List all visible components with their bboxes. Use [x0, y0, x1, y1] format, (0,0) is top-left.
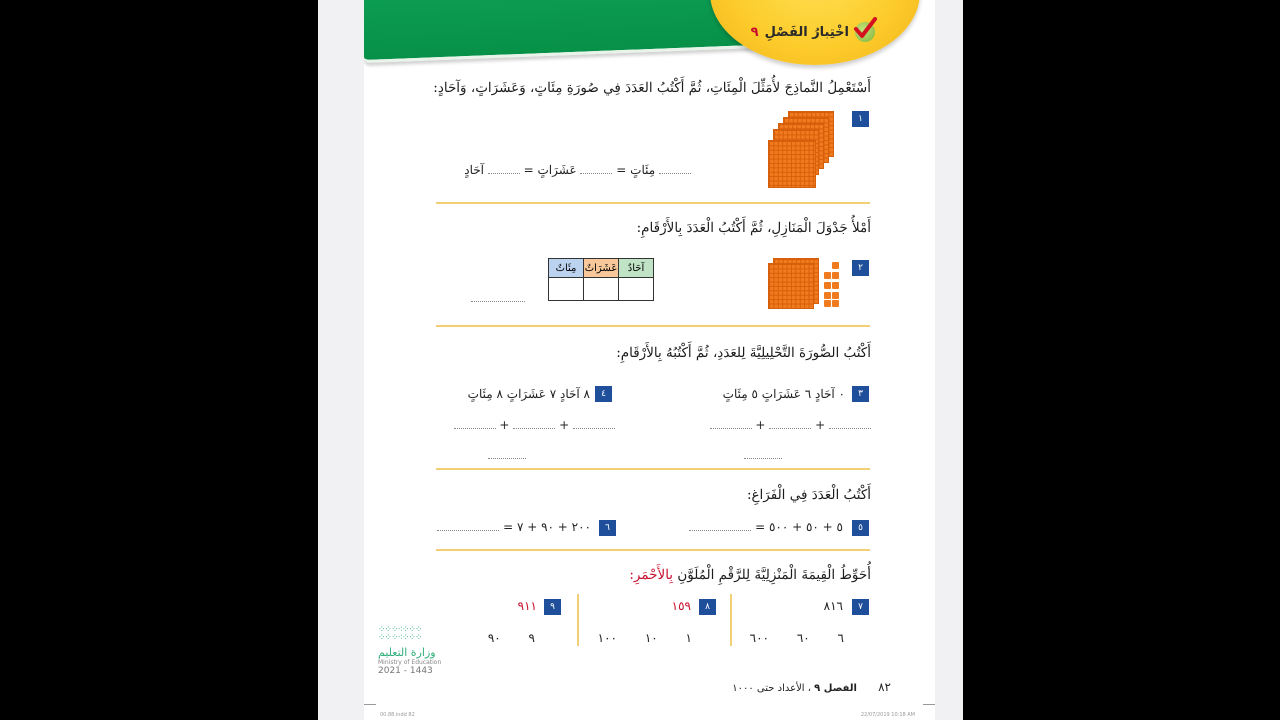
section1-instruction: أَسْتَعْمِلُ النَّماذِجَ لأُمَثِّلَ الْمِئَاتِ، ثُمَّ أَكْتُبُ العَدَدَ فِي صُورَةِ مِئَاتٍ، وَعَشَرَاتٍ، وَآحَادٍ:: [433, 80, 871, 96]
section-divider: [436, 325, 870, 327]
crop-mark: [923, 704, 935, 705]
column-divider: [730, 594, 732, 646]
checkmark-icon: [855, 22, 875, 42]
cell-hundreds[interactable]: [549, 278, 584, 301]
q9-option-1[interactable]: ٩: [528, 631, 535, 645]
q9-options: [488, 631, 535, 645]
page-number: ٨٢: [878, 680, 891, 694]
publication-year: 2021 - 1443: [378, 666, 433, 676]
section-divider: [436, 549, 870, 551]
question-number-7: ٧: [852, 599, 869, 615]
header-tens: عَشَرَاتٌ: [584, 259, 619, 278]
chapter-test-label: اخْتِبارُ الفَصْلِ: [764, 24, 849, 40]
question-number-5: ٥: [852, 520, 869, 536]
section5-instruction: أُحَوِّطُ الْقِيمَةَ الْمَنْزِلِيَّةَ لِلرَّقْمِ الْمُلَوَّنِ بِالأَحْمَرِ:: [629, 567, 871, 583]
ministry-of-education-logo: [378, 626, 441, 676]
q4-expanded-form: + +: [454, 418, 615, 432]
cell-tens[interactable]: [584, 278, 619, 301]
q4-standard-blank[interactable]: [488, 457, 526, 459]
q5-answer-blank[interactable]: [689, 520, 751, 531]
q8-option-2[interactable]: ١٠: [644, 631, 658, 645]
q8-number: ١٥٩: [671, 599, 691, 613]
q3-blank-2[interactable]: [769, 418, 811, 429]
q8-options: [598, 631, 692, 645]
q6-expression: ٢٠٠ + ٩٠ + ٧ =: [437, 520, 591, 534]
q3-standard-blank[interactable]: [744, 457, 782, 459]
question-number-3: ٣: [852, 386, 869, 402]
section-divider: [436, 468, 870, 470]
q1-answer-line: مِئَاتٍ = عَشَرَاتٍ = آحَادٍ: [464, 163, 691, 177]
q3-blank-1[interactable]: [710, 418, 752, 429]
q8-option-1[interactable]: ١: [685, 631, 692, 645]
q6-answer-blank[interactable]: [437, 520, 499, 531]
q1-hundreds-blank[interactable]: [659, 163, 691, 174]
question-number-8: ٨: [699, 599, 716, 615]
section3-instruction: أَكْتُبُ الصُّورَةَ التَّحْلِيلِيَّةَ لِلعَدَدِ، ثُمَّ أَكْتُبُهُ بِالأَرْقَامِ:: [616, 345, 871, 361]
question-number-2: ٢: [852, 260, 869, 276]
q4-blank-2[interactable]: [513, 418, 555, 429]
question-number-9: ٩: [544, 599, 561, 615]
chapter-test-title: [751, 22, 875, 42]
print-slug-left: 00.88.indd 82: [380, 712, 415, 718]
header-ones: آحَادٌ: [619, 259, 654, 278]
q7-option-2[interactable]: ٦٠: [796, 631, 810, 645]
question-number-1: ١: [852, 111, 869, 127]
header-hundreds: مِئَاتٌ: [549, 259, 584, 278]
cell-ones[interactable]: [619, 278, 654, 301]
q7-options: [750, 631, 844, 645]
section2-instruction: أَمْلأُ جَدْوَلَ الْمَنَازِلِ، ثُمَّ أَكْتُبُ الْعَدَدَ بِالأَرْقَامِ:: [636, 220, 871, 236]
q3-expanded-form: + +: [710, 418, 871, 432]
q7-option-1[interactable]: ٦: [837, 631, 844, 645]
q2-number-blank[interactable]: [471, 300, 525, 302]
q1-tens-blank[interactable]: [580, 163, 612, 174]
viewer-margin-right: [935, 0, 963, 720]
q9-option-2[interactable]: ٩٠: [487, 631, 501, 645]
viewer-margin-left: [318, 0, 364, 720]
chapter-number: ٩: [750, 24, 759, 40]
q8-option-3[interactable]: ١٠٠: [597, 631, 617, 645]
publisher-name-en: Ministry of Education: [378, 659, 442, 666]
q7-number: ٨١٦: [823, 599, 843, 613]
q4-blank-3[interactable]: [573, 418, 615, 429]
q9-number: ٩١١: [517, 599, 537, 613]
print-slug-right: 22/07/2019 10:18 AM: [860, 712, 915, 718]
publisher-name-ar: وزارة التعليم: [378, 646, 436, 659]
q4-text: ٨ آحَادٍ ٧ عَشَرَاتٍ ٨ مِئَاتٍ: [467, 387, 590, 401]
q3-text: ٠ آحَادٍ ٦ عَشَرَاتٍ ٥ مِئَاتٍ: [722, 387, 845, 401]
q4-blank-1[interactable]: [454, 418, 496, 429]
page-footer: ٨٢ الفصل ٩ ، الأعداد حتى ١٠٠٠: [732, 680, 891, 694]
column-divider: [577, 594, 579, 646]
q1-ones-blank[interactable]: [488, 163, 520, 174]
logo-dots-icon: ⁘⁘⁘⁖⁘⁘⁘ ⁘⁘⁘⁖⁘⁘⁘: [378, 625, 422, 643]
textbook-page: [364, 0, 935, 720]
q5-expression: ٥ + ٥٠ + ٥٠٠ =: [689, 520, 843, 534]
question-number-6: ٦: [599, 520, 616, 536]
section4-instruction: أَكْتُبُ الْعَدَدَ فِي الْفَرَاغِ:: [746, 487, 871, 503]
question-number-4: ٤: [595, 386, 612, 402]
section-divider: [436, 202, 870, 204]
place-value-table: [548, 258, 654, 301]
footer-topic: الأعداد حتى ١٠٠٠: [732, 683, 805, 694]
crop-mark: [364, 704, 376, 705]
q7-option-3[interactable]: ٦٠٠: [749, 631, 769, 645]
footer-chapter: الفصل ٩: [814, 683, 857, 694]
q3-blank-3[interactable]: [829, 418, 871, 429]
